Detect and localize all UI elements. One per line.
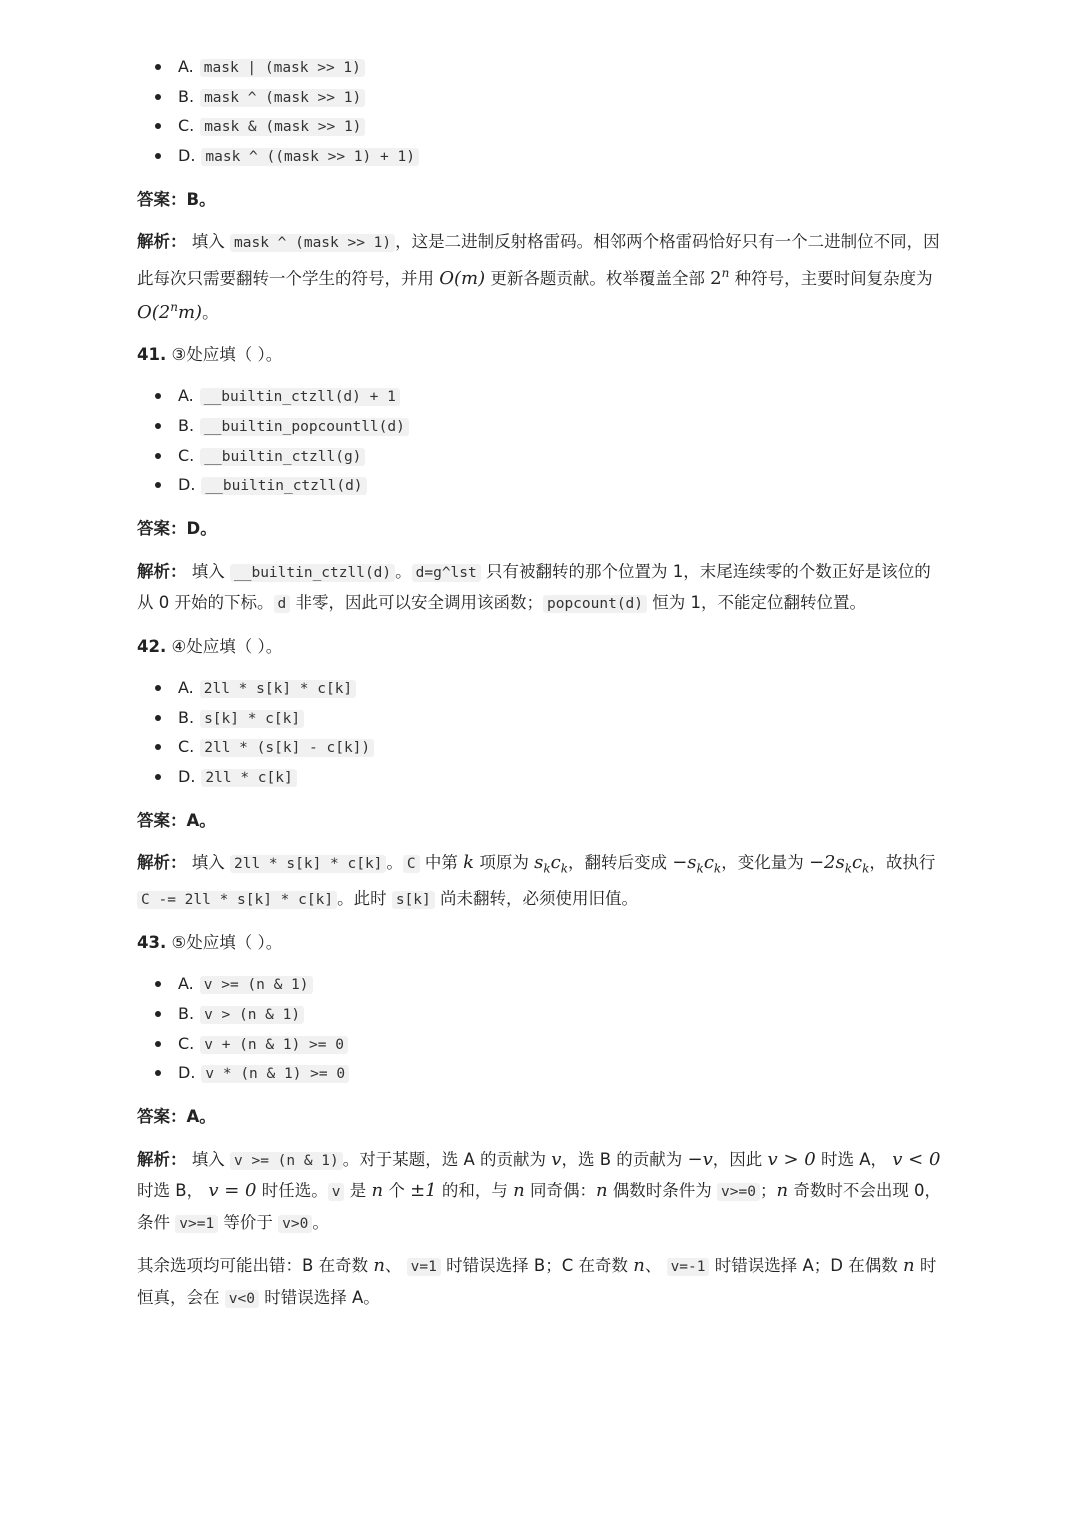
- q42-analysis: 解析： 填入 2ll * s[k] * c[k] 。 C 中第 k 项原为 $s_kc_k$，翻转后变成 $-s_kc_k$，变化量为 $-2s_kc_k$，故执行 C -= 2ll * s[k] * c[k] 。此时 s[k] 尚未翻转，必须使用旧值。: [137, 852, 936, 909]
- option-item: D. 2ll * c[k]: [137, 762, 947, 792]
- bullet-icon: [155, 981, 161, 987]
- q41-analysis: 解析： 填入 __builtin_ctzll(d) 。 d=g^lst 只有被翻转的那个位置为 1，末尾连续零的个数正好是该位的从 0 开始的下标。 d 非零，因此可以安全调用该函数； popcount(d) 恒为 1，不能定位翻转位置。: [137, 561, 931, 612]
- q42-answer: 答案：A。: [137, 810, 216, 830]
- bullet-icon: [155, 64, 161, 70]
- q40-analysis: 解析： 填入 mask ^ (mask >> 1) ，这是二进制反射格雷码。相邻两个格雷码恰好只有一个二进制位不同，因此每次只需要翻转一个学生的符号，并用 O(m) 更新各题贡献。枚举覆盖全部 2$^n$ 种符号，主要时间复杂度为 O(2$^n$m)。: [137, 232, 940, 324]
- q43-analysis: 解析： 填入 v >= (n & 1) 。对于某题，选 A 的贡献为 v，选 B 的贡献为 −v，因此 v > 0 时选 A， v < 0 时选 B， v = 0 时任选。 v 是 n 个 ±1 的和，与 n 同奇偶：n 偶数时条件为 v>=0 ；n 奇数时不会出现 0，条件 v>=1 等价于 v>0 。: [137, 1148, 942, 1232]
- q41-title: 41. ③处应填（ ）。: [137, 344, 283, 364]
- document-content: [137, 52, 947, 1314]
- bullet-icon: [155, 393, 161, 399]
- q41-answer: 答案：D。: [137, 519, 217, 538]
- option-item: B. mask ^ (mask >> 1): [137, 82, 947, 112]
- bullet-icon: [155, 774, 161, 780]
- bullet-icon: [155, 1070, 161, 1076]
- option-item: C. mask & (mask >> 1): [137, 111, 947, 141]
- bullet-icon: [155, 94, 161, 100]
- q43-remark: 其余选项均可能出错：B 在奇数 n、 v=1 时错误选择 B；C 在奇数 n、 v=-1 时错误选择 A；D 在偶数 n 时恒真，会在 v<0 时错误选择 A。: [137, 1255, 937, 1307]
- option-item: A. v >= (n & 1): [137, 969, 947, 999]
- q43-title: 43. ⑤处应填（ ）。: [137, 932, 283, 952]
- bullet-icon: [155, 123, 161, 129]
- bullet-icon: [155, 744, 161, 750]
- option-item: A. __builtin_ctzll(d) + 1: [137, 381, 947, 411]
- bullet-icon: [155, 453, 161, 459]
- bullet-icon: [155, 685, 161, 691]
- bullet-icon: [155, 153, 161, 159]
- option-item: B. v > (n & 1): [137, 999, 947, 1029]
- bullet-icon: [155, 715, 161, 721]
- q42-options: [137, 673, 947, 792]
- option-item: B. __builtin_popcountll(d): [137, 411, 947, 441]
- bullet-icon: [155, 1041, 161, 1047]
- option-item: C. v + (n & 1) >= 0: [137, 1029, 947, 1059]
- bullet-icon: [155, 482, 161, 488]
- option-item: B. s[k] * c[k]: [137, 703, 947, 733]
- q42-title: 42. ④处应填（ ）。: [137, 636, 283, 656]
- q43-options: [137, 969, 947, 1088]
- option-item: D. mask ^ ((mask >> 1) + 1): [137, 141, 947, 171]
- q41-options: [137, 381, 947, 500]
- q40-answer: 答案：B。: [137, 189, 216, 209]
- bullet-icon: [155, 1011, 161, 1017]
- option-item: C. __builtin_ctzll(g): [137, 441, 947, 471]
- option-item: A. 2ll * s[k] * c[k]: [137, 673, 947, 703]
- q43-answer: 答案：A。: [137, 1107, 216, 1127]
- option-item: D. __builtin_ctzll(d): [137, 470, 947, 500]
- option-item: C. 2ll * (s[k] - c[k]): [137, 732, 947, 762]
- option-item: D. v * (n & 1) >= 0: [137, 1058, 947, 1088]
- bullet-icon: [155, 423, 161, 429]
- option-item: A. mask | (mask >> 1): [137, 52, 947, 82]
- q40-options: [137, 52, 947, 171]
